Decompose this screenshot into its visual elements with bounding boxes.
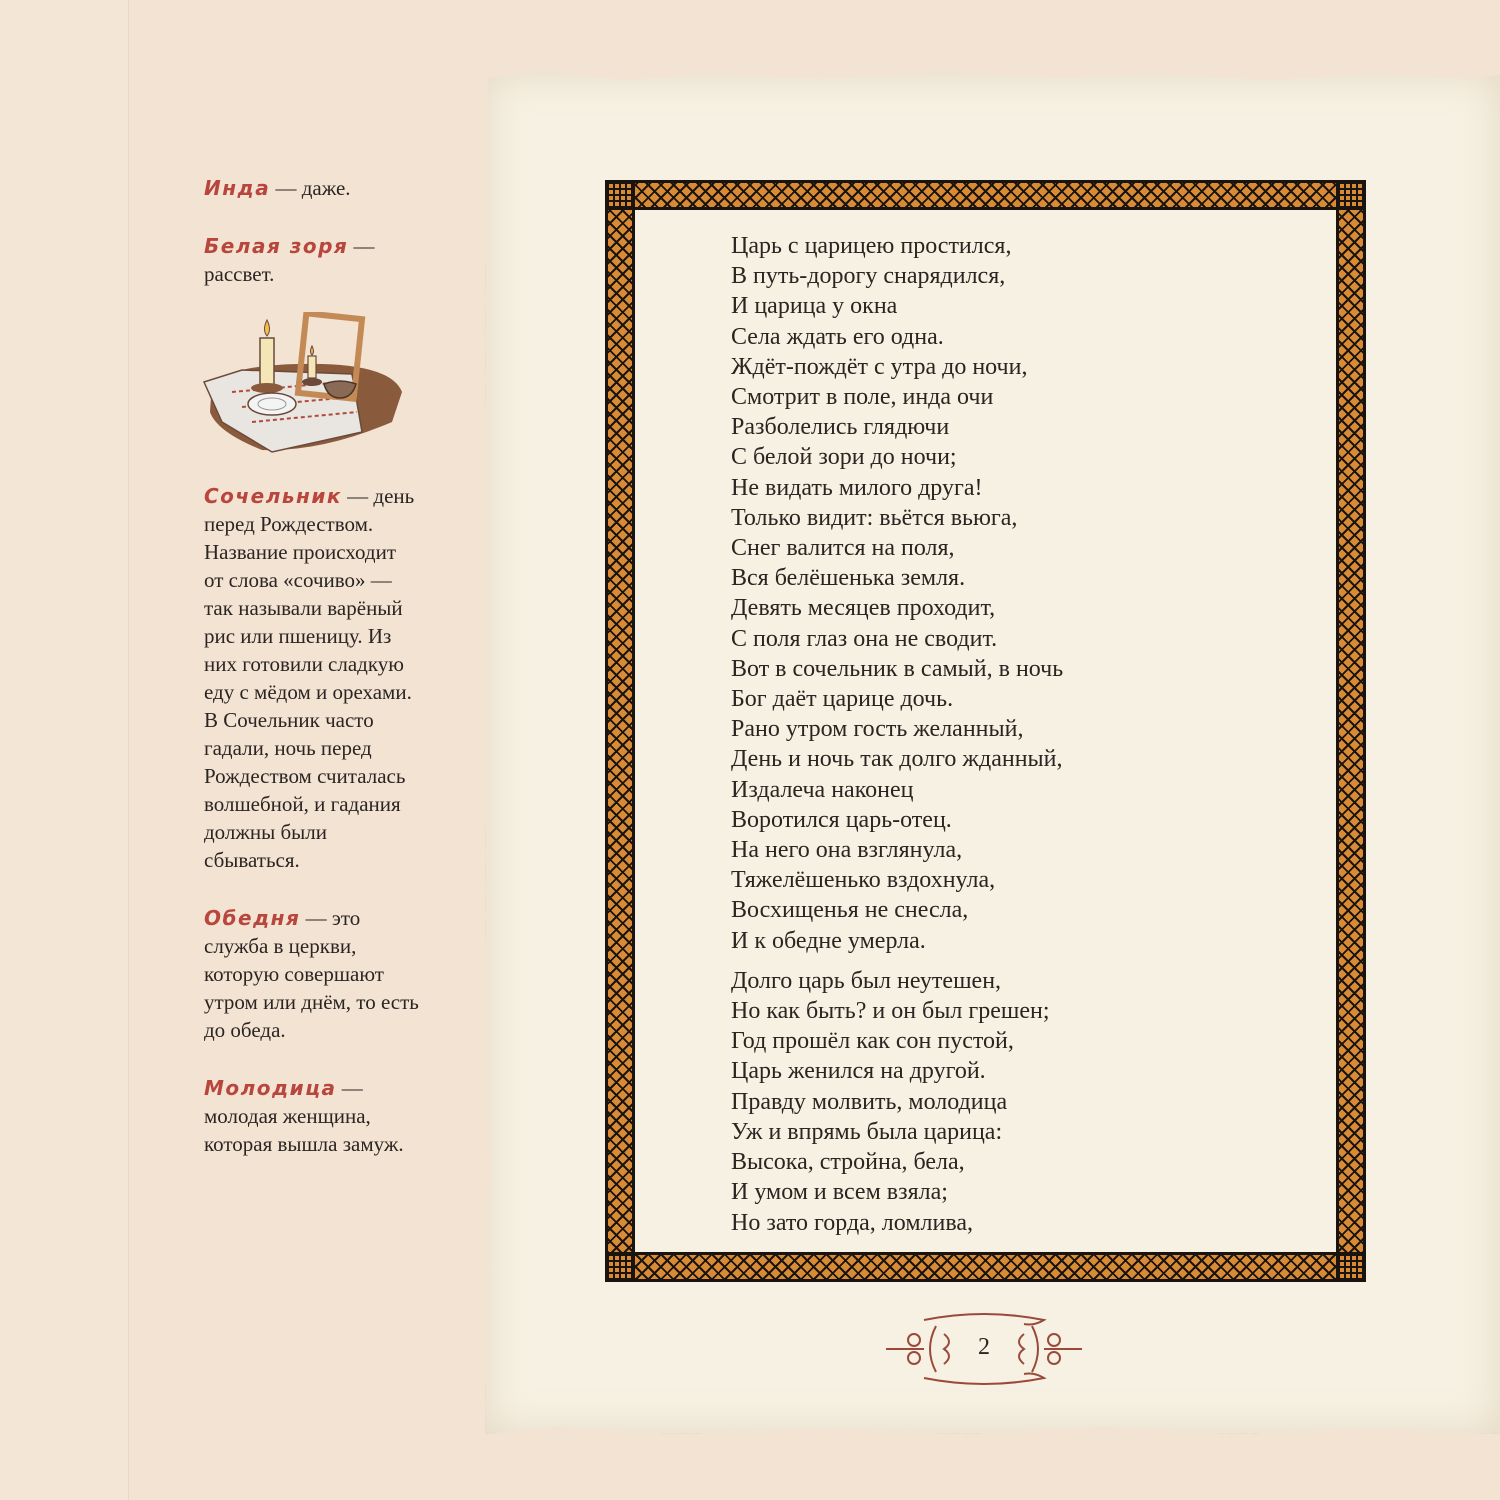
poem-line: В путь-дорогу снарядился, bbox=[731, 263, 1006, 290]
poem-line: Рано утром гость желанный, bbox=[731, 716, 1024, 743]
frame-corner-ornament bbox=[605, 180, 635, 210]
poem-line: День и ночь так долго жданный, bbox=[731, 746, 1063, 773]
glossary-entry-sochelnik bbox=[204, 482, 419, 874]
poem-line: Но как быть? и он был грешен; bbox=[731, 998, 1050, 1025]
poem-line: Ждёт-пождёт с утра до ночи, bbox=[731, 353, 1028, 380]
poem-line: Но зато горда, ломлива, bbox=[731, 1209, 974, 1236]
poem-line: Царь женился на другой. bbox=[731, 1058, 986, 1085]
poem-line: Вот в сочельник в самый, в ночь bbox=[731, 655, 1064, 682]
poem-line: С белой зори до ночи; bbox=[731, 444, 957, 471]
poem-line: Издалеча наконец bbox=[731, 776, 914, 803]
poem-line: Села ждать его одна. bbox=[731, 323, 944, 350]
poem-line: С поля глаз она не сводит. bbox=[731, 625, 998, 652]
glossary-definition: — день перед Рождеством. Название происходит от слова «сочиво» — так называли варёный рис или пшеницу. Из них готовили сладкую еду с мёдом и орехами. В Сочельник часто гадали, ночь перед Рождеством считалась волшебной, и гадания должны были сбываться. bbox=[204, 484, 415, 872]
glossary-column bbox=[204, 174, 419, 1188]
glossary-term: Обедня bbox=[204, 906, 301, 930]
poem-line: Снег валится на поля, bbox=[731, 535, 955, 562]
poem-line: И царица у окна bbox=[731, 293, 898, 320]
glossary-definition: — это служба в церкви, которую совершают утром или днём, то есть до обеда. bbox=[204, 906, 419, 1042]
poem-line: Бог даёт царице дочь. bbox=[731, 686, 954, 713]
stanza-gap bbox=[731, 956, 1331, 966]
poem-line: И умом и всем взяла; bbox=[731, 1179, 948, 1206]
poem-line: Уж и впрямь была царица: bbox=[731, 1118, 1003, 1145]
poem-line: Только видит: вьётся вьюга, bbox=[731, 504, 1018, 531]
glossary-entry-molodica bbox=[204, 1074, 419, 1158]
glossary-entry-inda bbox=[204, 174, 419, 202]
glossary-term: Сочельник bbox=[204, 484, 342, 508]
frame-corner-ornament bbox=[605, 1252, 635, 1282]
poem-line: Тяжелёшенько вздохнула, bbox=[731, 867, 996, 894]
glossary-term: Белая зоря bbox=[204, 234, 349, 258]
poem-line: Год прошёл как сон пустой, bbox=[731, 1028, 1014, 1055]
poem-line: Высока, стройна, бела, bbox=[731, 1149, 965, 1176]
page-number: 2 bbox=[978, 1334, 990, 1360]
frame-corner-ornament bbox=[1336, 180, 1366, 210]
poem-line: Восхищенья не снесла, bbox=[731, 897, 969, 924]
poem-line: Правду молвить, молодица bbox=[731, 1088, 1008, 1115]
glossary-term: Молодица bbox=[204, 1076, 337, 1100]
frame-corner-ornament bbox=[1336, 1252, 1366, 1282]
poem-text bbox=[731, 231, 1331, 1238]
glossary-entry-obednya bbox=[204, 904, 419, 1044]
poem-line: Царь с царицею простился, bbox=[731, 233, 1012, 259]
glossary-definition: — даже. bbox=[270, 176, 351, 200]
poem-line: Смотрит в поле, инда очи bbox=[731, 384, 994, 411]
poem-line: Разболелись глядючи bbox=[731, 414, 950, 441]
poem-line: Долго царь был неутешен, bbox=[731, 967, 1002, 994]
poem-line: И к обедне умерла. bbox=[731, 927, 926, 954]
book-gutter bbox=[0, 0, 129, 1500]
glossary-entry-belaya-zorya bbox=[204, 232, 419, 288]
glossary-definition: — молодая женщина, которая вышла замуж. bbox=[204, 1076, 404, 1156]
poem-line: Девять месяцев проходит, bbox=[731, 595, 996, 622]
poem-line: Вся белёшенька земля. bbox=[731, 565, 966, 592]
poem-stanza-2 bbox=[731, 966, 1331, 1238]
page-number-ornament bbox=[884, 1312, 1084, 1386]
candles-mirror-table-illustration bbox=[202, 312, 407, 460]
glossary-definition: — рассвет. bbox=[204, 234, 375, 286]
poem-line: Воротился царь-отец. bbox=[731, 806, 952, 833]
glossary-term: Инда bbox=[204, 176, 271, 200]
poem-line: Не видать милого друга! bbox=[731, 474, 983, 501]
poem-stanza-1 bbox=[731, 231, 1331, 956]
poem-line: На него она взглянула, bbox=[731, 837, 963, 864]
